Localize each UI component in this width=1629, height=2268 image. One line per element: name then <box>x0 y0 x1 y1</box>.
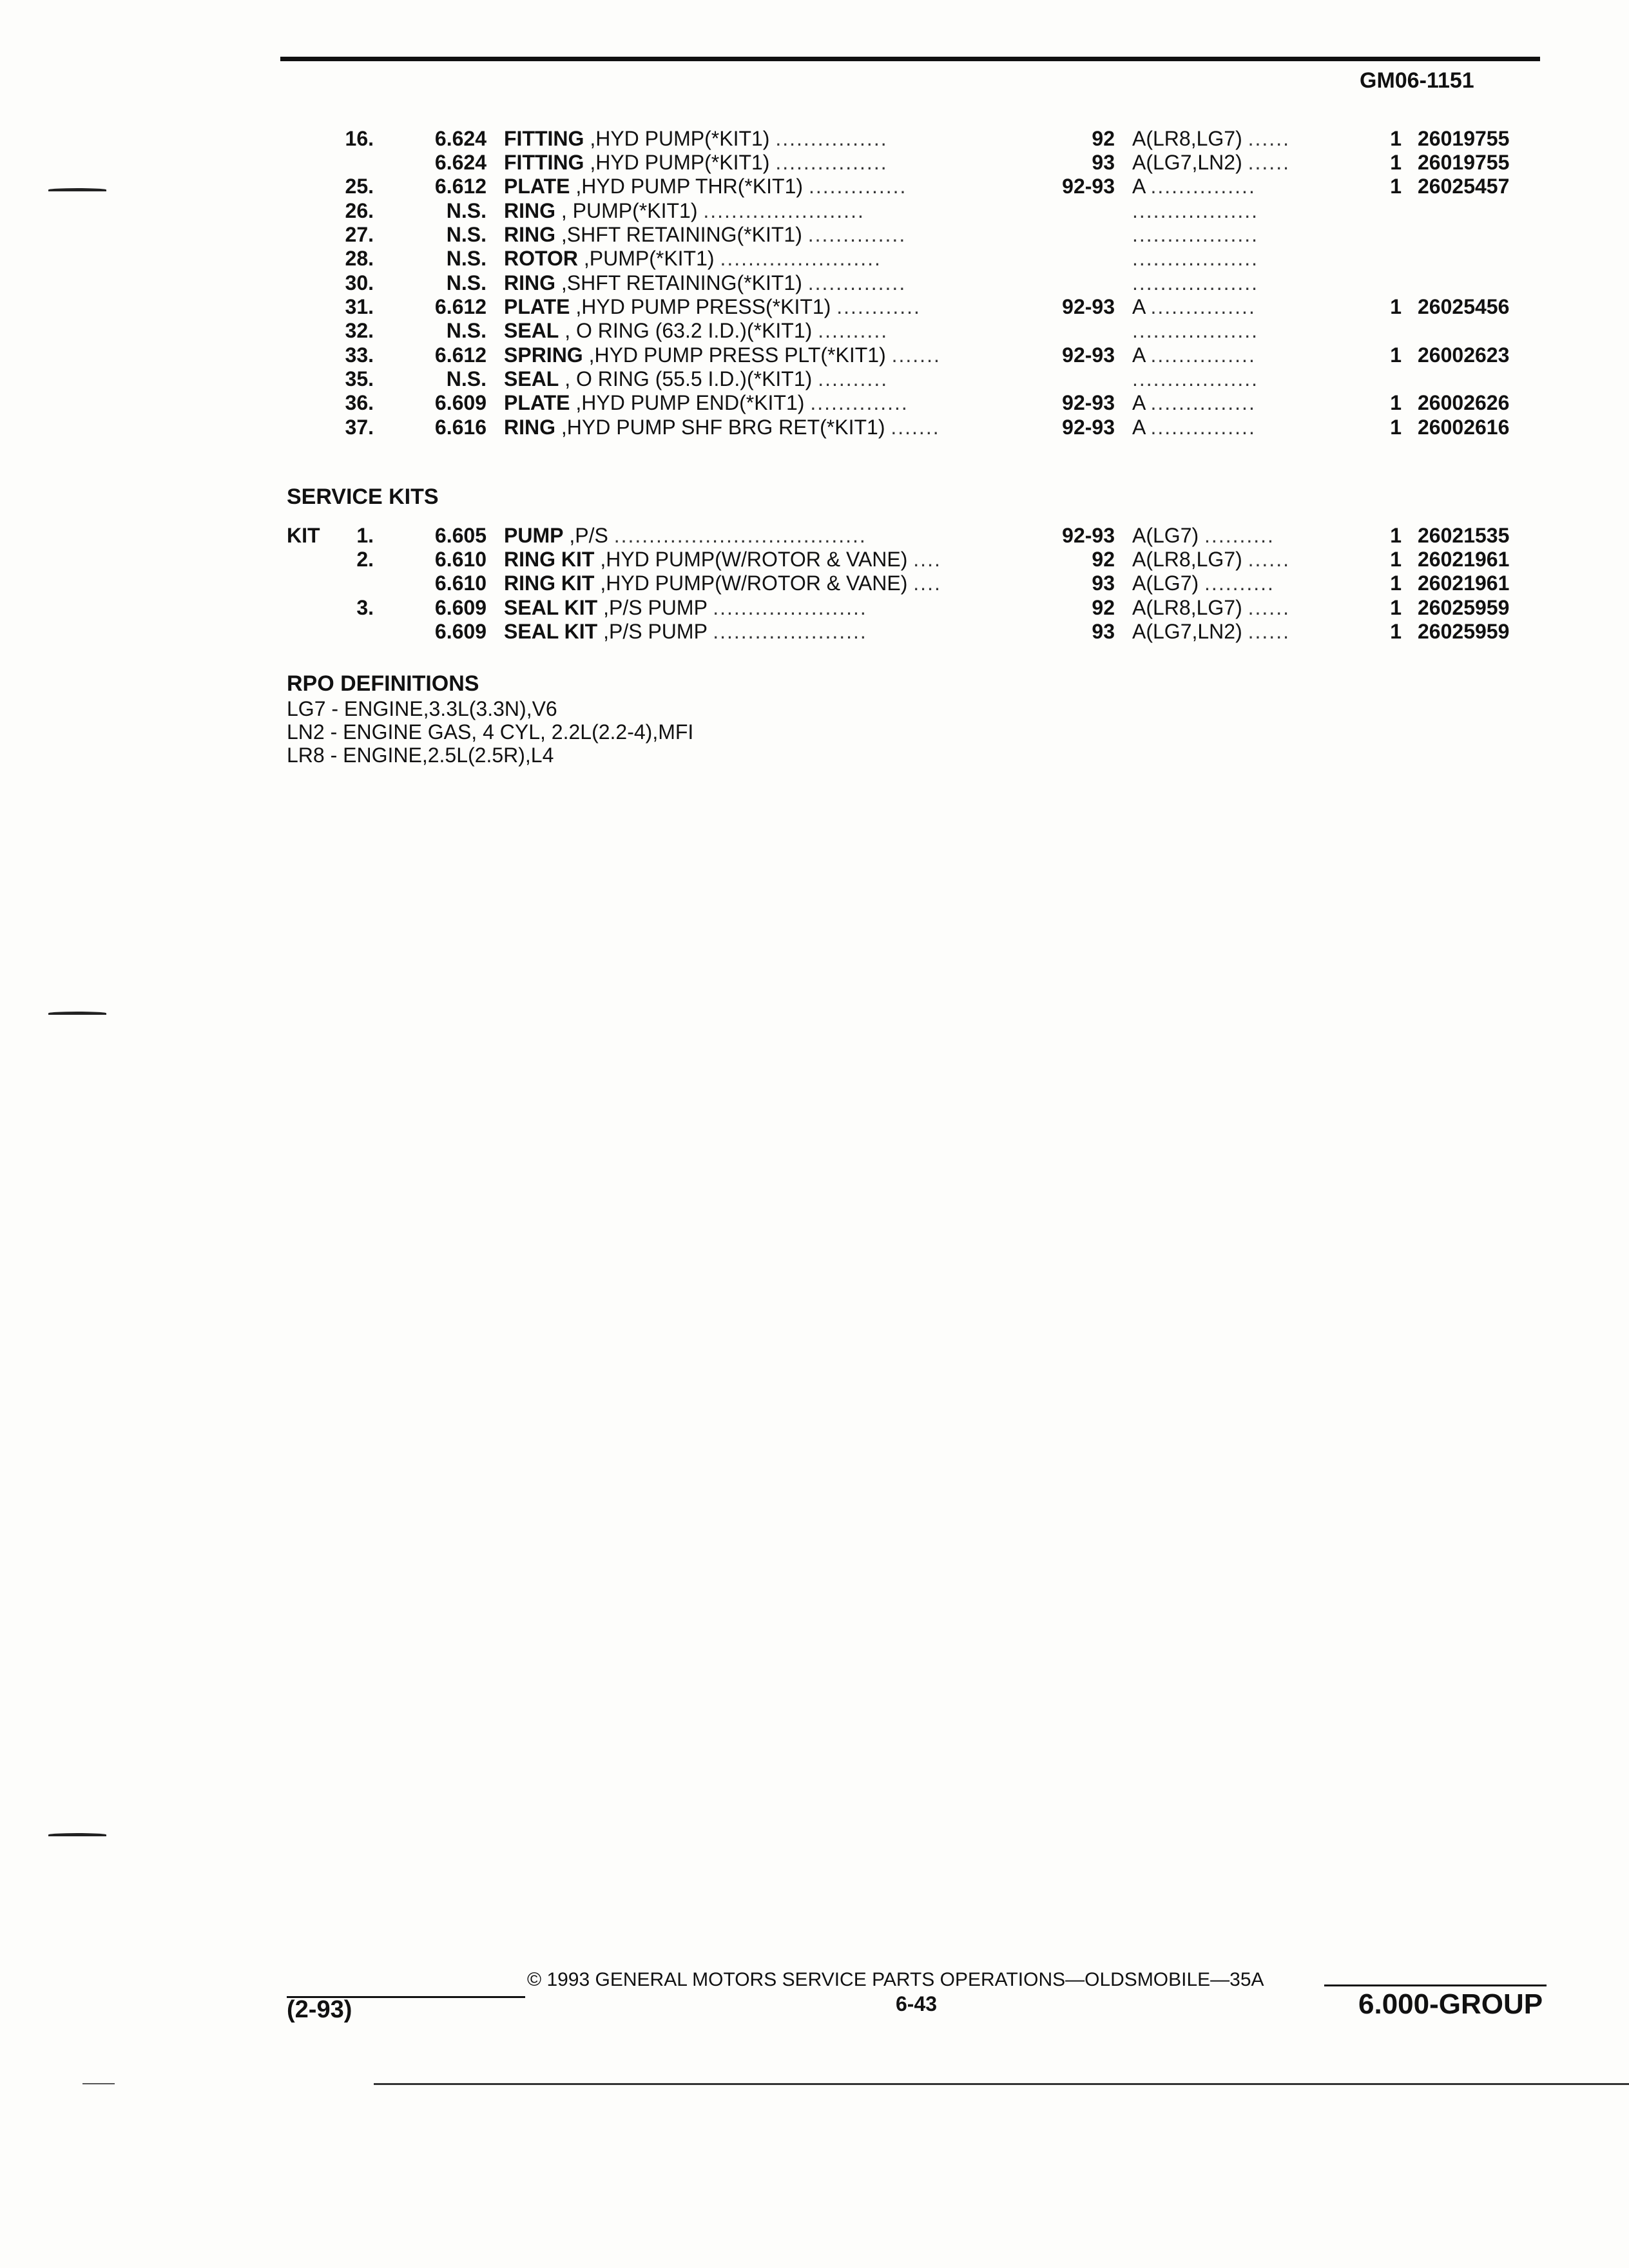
model-year: 93 <box>1092 572 1115 595</box>
part-qualifier: , O RING (55.5 I.D.)(*KIT1) <box>559 367 813 390</box>
rpo-code: A <box>1132 175 1145 198</box>
part-qualifier: , PUMP(*KIT1) <box>555 199 698 222</box>
reference-number: N.S. <box>446 199 487 222</box>
part-name: SEAL KIT <box>504 620 598 643</box>
part-row <box>0 198 1629 223</box>
part-qualifier: ,HYD PUMP(*KIT1) <box>584 151 770 174</box>
part-name: RING KIT <box>504 572 595 595</box>
rpo-usage <box>1132 174 1256 198</box>
part-row <box>0 150 1629 175</box>
quantity: 1 <box>1390 596 1402 619</box>
part-description <box>504 126 888 151</box>
part-number: 26021535 <box>1418 524 1510 547</box>
part-qualifier: ,P/S PUMP <box>597 620 708 643</box>
part-number: 26019755 <box>1418 151 1510 174</box>
part-description <box>504 222 906 247</box>
item-number: 36. <box>345 391 374 414</box>
leader-dots: ....................... <box>703 199 865 222</box>
footer-date-code: (2-93) <box>287 1996 352 2023</box>
kit-row <box>0 571 1629 595</box>
kit-row <box>0 523 1629 548</box>
reference-number: 6.609 <box>434 596 487 619</box>
reference-number: 6.609 <box>434 391 487 414</box>
part-name: SEAL <box>504 319 559 342</box>
binder-mark <box>48 1012 106 1015</box>
reference-number: 6.605 <box>434 524 487 547</box>
part-description <box>504 547 941 572</box>
service-kits-title: SERVICE KITS <box>287 485 439 509</box>
rpo-usage <box>1132 271 1258 295</box>
rpo-usage <box>1132 367 1258 391</box>
part-number: 26025456 <box>1418 295 1510 318</box>
leader-dots: .............. <box>808 175 907 198</box>
leader-dots: .......... <box>818 319 889 342</box>
footer-page-number: 6-43 <box>896 1992 938 2015</box>
binder-mark <box>48 188 106 191</box>
part-row <box>0 126 1629 151</box>
binder-mark <box>48 1833 106 1836</box>
part-name: SEAL <box>504 367 559 390</box>
reference-number: 6.610 <box>434 548 487 571</box>
leader-dots: ................ <box>775 151 888 174</box>
part-name: RING <box>504 223 555 246</box>
leader-dots: ...... <box>1248 127 1290 150</box>
kit-row <box>0 595 1629 620</box>
part-number: 26025457 <box>1418 175 1510 198</box>
part-number: 26002626 <box>1418 391 1510 414</box>
quantity: 1 <box>1390 548 1402 571</box>
footer-copyright: © 1993 GENERAL MOTORS SERVICE PARTS OPERATIONS—OLDSMOBILE—35A <box>527 1969 1264 1990</box>
leader-dots: .......... <box>1204 524 1275 547</box>
quantity: 1 <box>1390 524 1402 547</box>
quantity: 1 <box>1390 343 1402 367</box>
leader-dots: .............. <box>807 271 907 294</box>
part-description <box>504 523 867 548</box>
part-description <box>504 246 882 271</box>
quantity: 1 <box>1390 620 1402 643</box>
part-qualifier: ,HYD PUMP END(*KIT1) <box>570 391 805 414</box>
reference-number: 6.612 <box>434 343 487 367</box>
model-year: 92 <box>1092 596 1115 619</box>
rpo-usage <box>1132 547 1290 572</box>
model-year: 92-93 <box>1062 391 1115 414</box>
quantity: 1 <box>1390 572 1402 595</box>
part-number: 26002616 <box>1418 416 1510 439</box>
reference-number: 6.624 <box>434 151 487 174</box>
part-description <box>504 390 909 415</box>
leader-dots: ...... <box>1248 620 1290 643</box>
item-number: 33. <box>345 343 374 367</box>
model-year: 93 <box>1092 151 1115 174</box>
rpo-definition-lr8: LR8 - ENGINE,2.5L(2.5R),L4 <box>287 744 554 767</box>
part-row <box>0 367 1629 391</box>
leader-dots: ............ <box>836 295 921 318</box>
reference-number: N.S. <box>446 367 487 390</box>
part-qualifier: ,HYD PUMP PRESS PLT(*KIT1) <box>583 343 886 367</box>
part-description <box>504 619 867 644</box>
part-name: FITTING <box>504 151 584 174</box>
part-number: 26002623 <box>1418 343 1510 367</box>
rpo-usage <box>1132 343 1256 367</box>
part-number: 26019755 <box>1418 127 1510 150</box>
rpo-definition-lg7: LG7 - ENGINE,3.3L(3.3N),V6 <box>287 697 557 720</box>
reference-number: 6.610 <box>434 572 487 595</box>
kit-row <box>0 619 1629 644</box>
item-number: 32. <box>345 319 374 342</box>
reference-number: 6.624 <box>434 127 487 150</box>
rpo-usage <box>1132 294 1256 319</box>
leader-dots: ....................... <box>720 247 882 270</box>
leader-dots: .............. <box>810 391 909 414</box>
kit-row <box>0 547 1629 572</box>
part-description <box>504 198 865 223</box>
part-description <box>504 150 888 175</box>
rpo-code: A(LR8,LG7) <box>1132 596 1242 619</box>
leader-dots: .................. <box>1132 271 1259 294</box>
item-number: 28. <box>345 247 374 270</box>
model-year: 92-93 <box>1062 295 1115 318</box>
part-qualifier: ,HYD PUMP(W/ROTOR & VANE) <box>594 572 908 595</box>
model-year: 92 <box>1092 127 1115 150</box>
reference-number: 6.612 <box>434 175 487 198</box>
rpo-code: A(LR8,LG7) <box>1132 548 1242 571</box>
rpo-usage <box>1132 246 1258 271</box>
part-qualifier: , O RING (63.2 I.D.)(*KIT1) <box>559 319 813 342</box>
quantity: 1 <box>1390 295 1402 318</box>
part-qualifier: ,P/S PUMP <box>597 596 708 619</box>
leader-dots: .......... <box>1204 572 1275 595</box>
bottom-dash <box>82 2083 115 2084</box>
rpo-usage <box>1132 415 1256 439</box>
bottom-rule <box>374 2083 1629 2085</box>
part-name: PLATE <box>504 295 570 318</box>
item-number: 1. <box>356 524 374 547</box>
leader-dots: .... <box>913 572 941 595</box>
item-number: 35. <box>345 367 374 390</box>
kit-label: KIT <box>287 524 320 547</box>
item-number: 37. <box>345 416 374 439</box>
leader-dots: ............... <box>1150 391 1256 414</box>
footer-rule-right <box>1324 1984 1547 1986</box>
rpo-usage <box>1132 523 1275 548</box>
rpo-usage <box>1132 222 1258 247</box>
reference-number: N.S. <box>446 271 487 294</box>
quantity: 1 <box>1390 416 1402 439</box>
leader-dots: .... <box>913 548 941 571</box>
document-id: GM06-1151 <box>1360 68 1474 93</box>
part-number: 26025959 <box>1418 596 1510 619</box>
part-number: 26021961 <box>1418 572 1510 595</box>
part-qualifier: ,HYD PUMP(*KIT1) <box>584 127 770 150</box>
part-qualifier: ,P/S <box>563 524 608 547</box>
part-description <box>504 294 921 319</box>
rpo-code: A(LG7) <box>1132 524 1199 547</box>
leader-dots: ................ <box>775 127 888 150</box>
rpo-code: A <box>1132 295 1145 318</box>
model-year: 92-93 <box>1062 175 1115 198</box>
leader-dots: .............. <box>807 223 907 246</box>
rpo-definition-ln2: LN2 - ENGINE GAS, 4 CYL, 2.2L(2.2-4),MFI <box>287 720 694 744</box>
leader-dots: ...................... <box>713 620 867 643</box>
part-name: RING <box>504 416 555 439</box>
reference-number: 6.609 <box>434 620 487 643</box>
part-row <box>0 271 1629 295</box>
rpo-code: A <box>1132 391 1145 414</box>
rpo-code: A(LG7) <box>1132 572 1199 595</box>
rpo-usage <box>1132 198 1258 223</box>
reference-number: 6.612 <box>434 295 487 318</box>
rpo-usage <box>1132 595 1290 620</box>
part-number: 26021961 <box>1418 548 1510 571</box>
leader-dots: ...................... <box>713 596 867 619</box>
rpo-usage <box>1132 318 1258 343</box>
model-year: 92-93 <box>1062 524 1115 547</box>
part-name: SEAL KIT <box>504 596 598 619</box>
part-qualifier: ,HYD PUMP PRESS(*KIT1) <box>570 295 831 318</box>
rpo-code: A(LR8,LG7) <box>1132 127 1242 150</box>
part-qualifier: ,HYD PUMP(W/ROTOR & VANE) <box>594 548 908 571</box>
part-name: RING KIT <box>504 548 595 571</box>
part-row <box>0 318 1629 343</box>
model-year: 92-93 <box>1062 343 1115 367</box>
item-number: 25. <box>345 175 374 198</box>
item-number: 3. <box>356 596 374 619</box>
leader-dots: ...... <box>1248 548 1290 571</box>
part-row <box>0 246 1629 271</box>
leader-dots: .......... <box>818 367 889 390</box>
part-description <box>504 343 941 367</box>
part-qualifier: ,HYD PUMP THR(*KIT1) <box>570 175 804 198</box>
part-row <box>0 390 1629 415</box>
item-number: 30. <box>345 271 374 294</box>
part-description <box>504 271 906 295</box>
rpo-definitions-title: RPO DEFINITIONS <box>287 671 479 696</box>
rpo-usage <box>1132 390 1256 415</box>
leader-dots: .................. <box>1132 247 1259 270</box>
item-number: 2. <box>356 548 374 571</box>
leader-dots: ...... <box>1248 596 1290 619</box>
footer-group: 6.000-GROUP <box>1358 1988 1543 2020</box>
part-number: 26025959 <box>1418 620 1510 643</box>
leader-dots: .................. <box>1132 223 1259 246</box>
part-row <box>0 343 1629 367</box>
model-year: 92-93 <box>1062 416 1115 439</box>
leader-dots: .................. <box>1132 199 1259 222</box>
quantity: 1 <box>1390 127 1402 150</box>
rpo-usage <box>1132 571 1275 595</box>
rpo-code: A(LG7,LN2) <box>1132 620 1242 643</box>
rpo-code: A(LG7,LN2) <box>1132 151 1242 174</box>
rpo-code: A <box>1132 416 1145 439</box>
part-row <box>0 415 1629 439</box>
reference-number: N.S. <box>446 319 487 342</box>
leader-dots: .................. <box>1132 319 1259 342</box>
leader-dots: ............... <box>1150 295 1256 318</box>
model-year: 93 <box>1092 620 1115 643</box>
part-description <box>504 318 888 343</box>
part-description <box>504 367 888 391</box>
part-row <box>0 222 1629 247</box>
rpo-usage <box>1132 619 1290 644</box>
part-name: PLATE <box>504 175 570 198</box>
reference-number: N.S. <box>446 247 487 270</box>
quantity: 1 <box>1390 175 1402 198</box>
part-name: FITTING <box>504 127 584 150</box>
item-number: 16. <box>345 127 374 150</box>
rpo-code: A <box>1132 343 1145 367</box>
quantity: 1 <box>1390 391 1402 414</box>
part-name: RING <box>504 271 555 294</box>
part-name: ROTOR <box>504 247 578 270</box>
part-name: PUMP <box>504 524 564 547</box>
leader-dots: ............... <box>1150 175 1256 198</box>
model-year: 92 <box>1092 548 1115 571</box>
part-qualifier: ,SHFT RETAINING(*KIT1) <box>555 271 802 294</box>
leader-dots: ...... <box>1248 151 1290 174</box>
leader-dots: .................. <box>1132 367 1259 390</box>
part-row <box>0 174 1629 198</box>
leader-dots: ............... <box>1150 343 1256 367</box>
leader-dots: ....... <box>891 343 941 367</box>
part-row <box>0 294 1629 319</box>
part-qualifier: ,HYD PUMP SHF BRG RET(*KIT1) <box>555 416 885 439</box>
part-qualifier: ,PUMP(*KIT1) <box>577 247 715 270</box>
reference-number: 6.616 <box>434 416 487 439</box>
part-description <box>504 415 940 439</box>
part-name: PLATE <box>504 391 570 414</box>
leader-dots: ....... <box>891 416 940 439</box>
part-qualifier: ,SHFT RETAINING(*KIT1) <box>555 223 802 246</box>
item-number: 31. <box>345 295 374 318</box>
header-rule <box>280 57 1540 61</box>
part-description <box>504 595 867 620</box>
leader-dots: .................................... <box>613 524 867 547</box>
rpo-usage <box>1132 150 1290 175</box>
rpo-usage <box>1132 126 1290 151</box>
item-number: 26. <box>345 199 374 222</box>
part-description <box>504 174 907 198</box>
reference-number: N.S. <box>446 223 487 246</box>
part-name: RING <box>504 199 555 222</box>
part-name: SPRING <box>504 343 583 367</box>
part-description <box>504 571 941 595</box>
quantity: 1 <box>1390 151 1402 174</box>
leader-dots: ............... <box>1150 416 1256 439</box>
item-number: 27. <box>345 223 374 246</box>
